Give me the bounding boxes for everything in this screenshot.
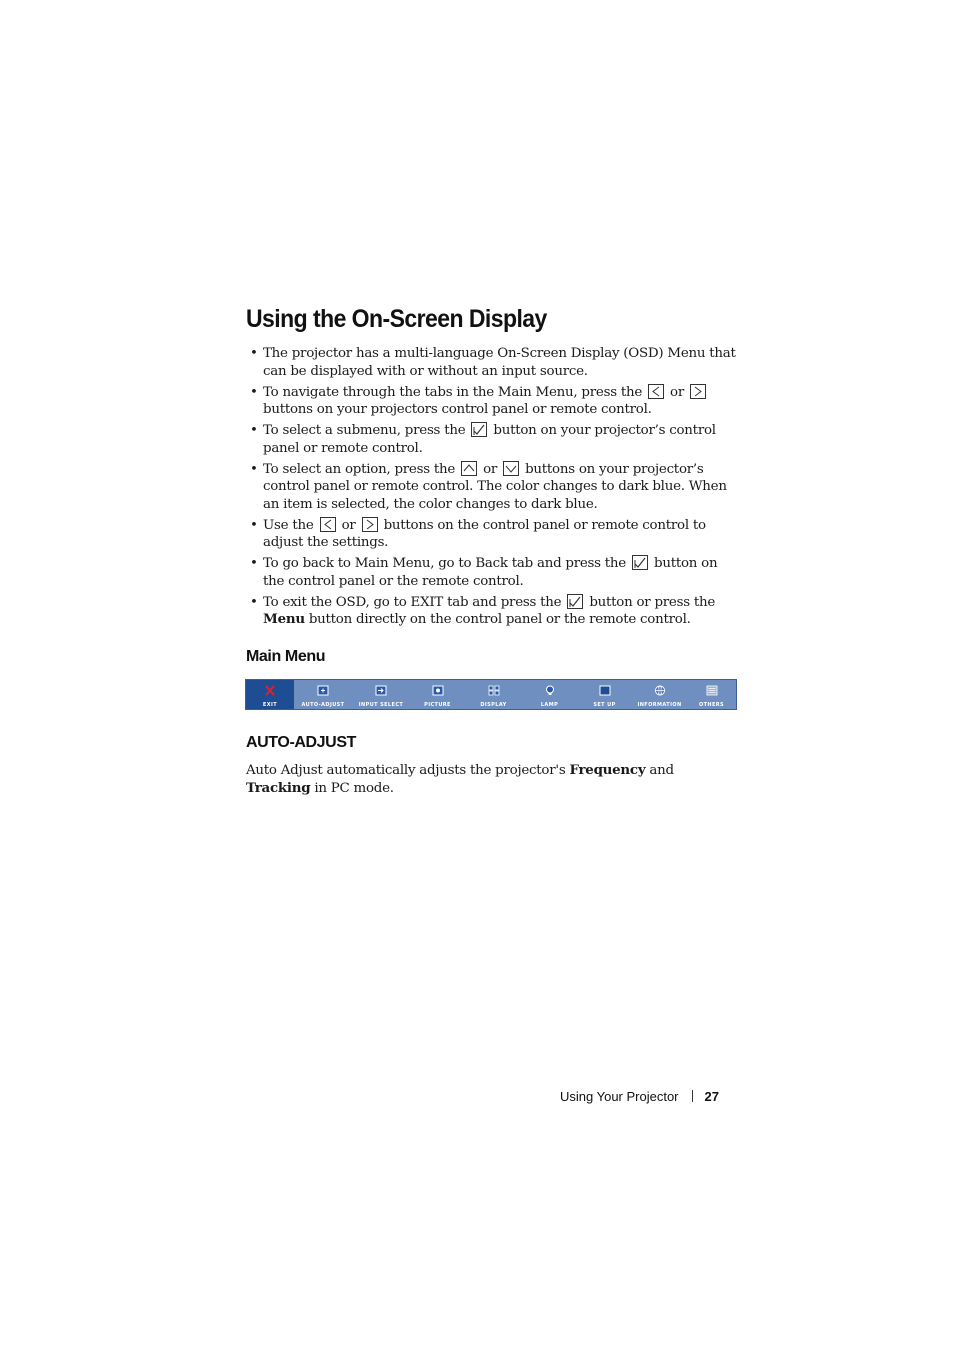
menu-button-name: Menu xyxy=(263,611,305,627)
list-item: • Use the or buttons on the control panel or remote control to adjust the settings. xyxy=(250,517,706,550)
list-item: • To go back to Main Menu, go to Back tab and press the button on the control panel or the remote control. xyxy=(250,556,718,589)
display-icon xyxy=(488,685,500,696)
auto-adjust-heading: AUTO-ADJUST xyxy=(246,734,356,751)
list-item: • To navigate through the tabs in the Main Menu, press the or buttons on your projectors control panel or remote control. xyxy=(248,384,738,419)
page-number: 27 xyxy=(704,1089,719,1104)
auto-adjust-description: Auto Adjust automatically adjusts the projector's Frequency and Tracking in PC mode. xyxy=(246,762,674,796)
tab-auto-adjust[interactable]: AUTO-ADJUST xyxy=(294,680,352,709)
page-footer xyxy=(560,1089,738,1104)
tab-input-select[interactable]: INPUT SELECT xyxy=(352,680,410,709)
down-arrow-key-icon xyxy=(503,461,519,476)
up-arrow-key-icon xyxy=(461,461,477,476)
tab-picture[interactable]: PICTURE xyxy=(410,680,465,709)
close-icon xyxy=(264,685,276,696)
tab-others[interactable]: OTHERS xyxy=(687,680,736,709)
picture-icon xyxy=(432,685,444,696)
left-arrow-key-icon xyxy=(320,517,336,532)
enter-key-icon xyxy=(567,594,583,609)
enter-key-icon xyxy=(471,422,487,437)
right-arrow-key-icon xyxy=(690,384,706,399)
list-item: • To exit the OSD, go to EXIT tab and press the button or press the Menu button directly on the control panel or the remote control. xyxy=(250,594,716,627)
footer-section-title: Using Your Projector xyxy=(560,1089,679,1104)
enter-key-icon xyxy=(632,555,648,570)
tab-display[interactable]: DISPLAY xyxy=(465,680,522,709)
main-menu-heading: Main Menu xyxy=(246,648,326,665)
instruction-list xyxy=(248,345,738,632)
right-arrow-key-icon xyxy=(362,517,378,532)
tab-information[interactable]: INFORMATION xyxy=(632,680,687,709)
list-item: • To select a submenu, press the button on your projector’s control panel or remote control. xyxy=(250,423,716,456)
setup-icon xyxy=(599,685,611,696)
tab-exit[interactable]: EXIT xyxy=(246,680,294,709)
input-select-icon xyxy=(375,685,387,696)
left-arrow-key-icon xyxy=(648,384,664,399)
information-icon xyxy=(654,685,666,696)
osd-main-menu-bar xyxy=(245,679,737,710)
footer-divider xyxy=(692,1090,693,1102)
list-item: • To select an option, press the or buttons on your projector’s control panel or remote control. The color changes to dark blue. When an item is selected, the color changes to dark blue. xyxy=(250,461,727,512)
tab-lamp[interactable]: LAMP xyxy=(522,680,577,709)
list-item: • The projector has a multi-language On-Screen Display (OSD) Menu that can be displayed with or without an input source. xyxy=(250,346,736,379)
others-icon xyxy=(706,685,718,696)
auto-adjust-icon xyxy=(317,685,329,696)
page-title: Using the On-Screen Display xyxy=(246,305,547,333)
lamp-icon xyxy=(544,685,556,696)
tab-setup[interactable]: SET UP xyxy=(577,680,632,709)
